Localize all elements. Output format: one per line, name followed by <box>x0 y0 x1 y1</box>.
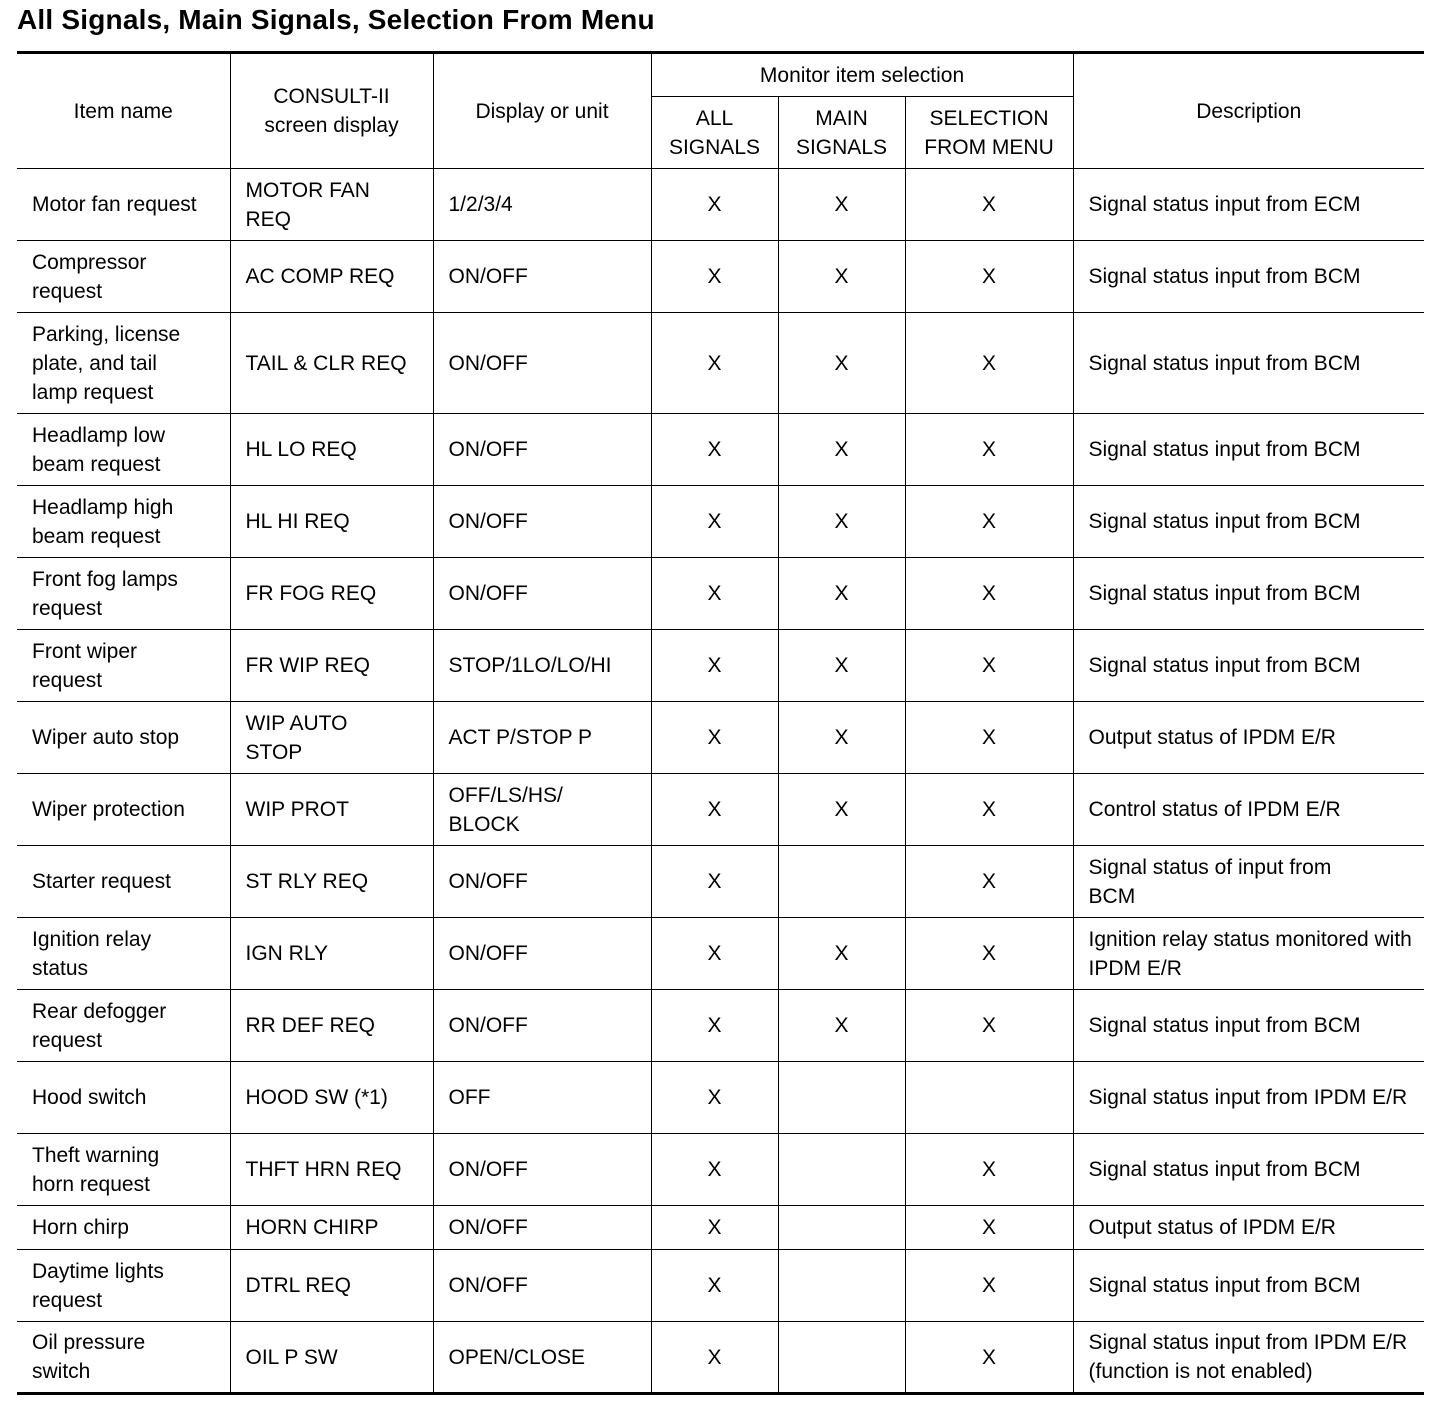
item-name-text: Front wiper request <box>32 639 138 692</box>
main-signals-mark: X <box>778 486 905 558</box>
unit-cell: OPEN/CLOSE <box>433 1322 651 1394</box>
screen-display-cell <box>230 702 433 774</box>
all-signals-mark: X <box>651 313 778 414</box>
selection-menu-mark: X <box>905 702 1073 774</box>
screen-display-cell: IGN RLY <box>230 918 433 990</box>
item-name-cell <box>17 313 230 414</box>
table-header <box>17 53 1424 169</box>
table-row <box>17 1062 1424 1134</box>
description-cell: Signal status input from BCM <box>1073 313 1424 414</box>
page-title: All Signals, Main Signals, Selection From Menu <box>17 4 655 35</box>
selection-menu-mark: X <box>905 846 1073 918</box>
screen-display-cell: HOOD SW (*1) <box>230 1062 433 1134</box>
table-row <box>17 918 1424 990</box>
item-name-cell: Horn chirp <box>17 1206 230 1250</box>
description-cell <box>1073 918 1424 990</box>
description-cell: Signal status input from BCM <box>1073 241 1424 313</box>
all-signals-mark: X <box>651 630 778 702</box>
description-text: Ignition relay status monitored with IPDM E/R <box>1088 927 1412 980</box>
item-name-cell <box>17 990 230 1062</box>
table-row <box>17 169 1424 241</box>
table-row <box>17 414 1424 486</box>
table-row <box>17 1322 1424 1394</box>
main-signals-mark: X <box>778 702 905 774</box>
description-cell: Signal status input from BCM <box>1073 1250 1424 1322</box>
main-signals-mark: X <box>778 990 905 1062</box>
unit-cell: ACT P/STOP P <box>433 702 651 774</box>
screen-display-cell: DTRL REQ <box>230 1250 433 1322</box>
item-name-cell: Motor fan request <box>17 169 230 241</box>
item-name-cell <box>17 918 230 990</box>
unit-cell: ON/OFF <box>433 241 651 313</box>
header-all-signals <box>651 97 778 169</box>
selection-menu-mark: X <box>905 990 1073 1062</box>
header-selection-from-menu-label: SELECTION FROM MENU <box>924 106 1054 159</box>
header-selection-from-menu <box>905 97 1073 169</box>
header-item-name: Item name <box>17 53 230 169</box>
main-signals-mark <box>778 1250 905 1322</box>
main-signals-mark: X <box>778 414 905 486</box>
unit-cell: ON/OFF <box>433 918 651 990</box>
table-row <box>17 630 1424 702</box>
table-row <box>17 486 1424 558</box>
selection-menu-mark: X <box>905 313 1073 414</box>
all-signals-mark: X <box>651 990 778 1062</box>
selection-menu-mark: X <box>905 630 1073 702</box>
table-row <box>17 846 1424 918</box>
main-signals-mark: X <box>778 558 905 630</box>
description-cell: Signal status input from BCM <box>1073 630 1424 702</box>
unit-cell: 1/2/3/4 <box>433 169 651 241</box>
selection-menu-mark: X <box>905 774 1073 846</box>
item-name-cell: Wiper protection <box>17 774 230 846</box>
item-name-text: Compressor request <box>32 250 147 303</box>
item-name-text: Theft warning horn request <box>32 1143 160 1196</box>
description-cell: Output status of IPDM E/R <box>1073 1206 1424 1250</box>
item-name-text: Oil pressure switch <box>32 1331 146 1383</box>
unit-cell: OFF <box>433 1062 651 1134</box>
unit-cell: ON/OFF <box>433 486 651 558</box>
description-cell: Signal status input from BCM <box>1073 414 1424 486</box>
screen-display-text: WIP AUTO STOP <box>245 711 348 764</box>
all-signals-mark: X <box>651 1250 778 1322</box>
unit-cell <box>433 774 651 846</box>
selection-menu-mark: X <box>905 918 1073 990</box>
description-text: Signal status input from IPDM E/R (function is not enabled) <box>1088 1331 1408 1383</box>
unit-cell: ON/OFF <box>433 1206 651 1250</box>
screen-display-cell: HORN CHIRP <box>230 1206 433 1250</box>
main-signals-mark <box>778 1322 905 1394</box>
item-name-cell <box>17 558 230 630</box>
item-name-cell: Wiper auto stop <box>17 702 230 774</box>
description-cell: Signal status input from BCM <box>1073 990 1424 1062</box>
signals-table <box>17 51 1424 1395</box>
selection-menu-mark: X <box>905 486 1073 558</box>
table-row <box>17 1250 1424 1322</box>
unit-cell: ON/OFF <box>433 414 651 486</box>
description-cell: Signal status input from BCM <box>1073 1134 1424 1206</box>
item-name-text: Headlamp low beam request <box>32 423 166 476</box>
main-signals-mark: X <box>778 313 905 414</box>
main-signals-mark <box>778 846 905 918</box>
main-signals-mark <box>778 1206 905 1250</box>
item-name-cell: Hood switch <box>17 1062 230 1134</box>
unit-text: OFF/LS/HS/ BLOCK <box>448 783 563 836</box>
screen-display-cell: AC COMP REQ <box>230 241 433 313</box>
all-signals-mark: X <box>651 1206 778 1250</box>
screen-display-cell: WIP PROT <box>230 774 433 846</box>
screen-display-cell: FR FOG REQ <box>230 558 433 630</box>
header-display-unit: Display or unit <box>433 53 651 169</box>
description-cell: Signal status input from BCM <box>1073 558 1424 630</box>
description-text: Signal status of input from BCM <box>1088 855 1332 908</box>
screen-display-text: MOTOR FAN REQ <box>245 178 370 231</box>
item-name-text: Rear defogger request <box>32 999 167 1052</box>
all-signals-mark: X <box>651 414 778 486</box>
header-main-signals-label: MAIN SIGNALS <box>795 106 888 159</box>
table-row <box>17 990 1424 1062</box>
screen-display-cell: RR DEF REQ <box>230 990 433 1062</box>
all-signals-mark: X <box>651 846 778 918</box>
header-consult-display-label: CONSULT-II screen display <box>264 85 399 137</box>
selection-menu-mark: X <box>905 1322 1073 1394</box>
table-row <box>17 702 1424 774</box>
all-signals-mark: X <box>651 1134 778 1206</box>
selection-menu-mark: X <box>905 414 1073 486</box>
table-body <box>17 169 1424 1394</box>
unit-cell: STOP/1LO/LO/HI <box>433 630 651 702</box>
selection-menu-mark: X <box>905 558 1073 630</box>
screen-display-cell: HL HI REQ <box>230 486 433 558</box>
screen-display-cell: FR WIP REQ <box>230 630 433 702</box>
table-row <box>17 774 1424 846</box>
screen-display-cell: THFT HRN REQ <box>230 1134 433 1206</box>
selection-menu-mark: X <box>905 169 1073 241</box>
table-row <box>17 558 1424 630</box>
item-name-text: Front fog lamps request <box>32 567 178 620</box>
description-cell: Signal status input from ECM <box>1073 169 1424 241</box>
main-signals-mark <box>778 1134 905 1206</box>
table-row <box>17 241 1424 313</box>
selection-menu-mark <box>905 1062 1073 1134</box>
selection-menu-mark: X <box>905 1250 1073 1322</box>
item-name-cell <box>17 1322 230 1394</box>
main-signals-mark: X <box>778 241 905 313</box>
header-description: Description <box>1073 53 1424 169</box>
description-cell: Control status of IPDM E/R <box>1073 774 1424 846</box>
description-cell: Signal status input from BCM <box>1073 486 1424 558</box>
item-name-cell <box>17 241 230 313</box>
item-name-cell: Starter request <box>17 846 230 918</box>
item-name-text: Headlamp high beam request <box>32 495 174 548</box>
item-name-cell <box>17 630 230 702</box>
description-cell <box>1073 1062 1424 1134</box>
selection-menu-mark: X <box>905 1134 1073 1206</box>
item-name-text: Parking, license plate, and tail lamp request <box>32 322 181 404</box>
all-signals-mark: X <box>651 486 778 558</box>
main-signals-mark: X <box>778 774 905 846</box>
main-signals-mark: X <box>778 918 905 990</box>
unit-cell: ON/OFF <box>433 846 651 918</box>
header-consult-display <box>230 53 433 169</box>
all-signals-mark: X <box>651 1322 778 1394</box>
selection-menu-mark: X <box>905 241 1073 313</box>
all-signals-mark: X <box>651 702 778 774</box>
main-signals-mark: X <box>778 630 905 702</box>
all-signals-mark: X <box>651 918 778 990</box>
item-name-cell <box>17 1250 230 1322</box>
item-name-cell <box>17 486 230 558</box>
unit-cell: ON/OFF <box>433 313 651 414</box>
item-name-cell <box>17 1134 230 1206</box>
header-main-signals <box>778 97 905 169</box>
all-signals-mark: X <box>651 774 778 846</box>
screen-display-cell: HL LO REQ <box>230 414 433 486</box>
main-signals-mark: X <box>778 169 905 241</box>
all-signals-mark: X <box>651 169 778 241</box>
description-text: Signal status input from IPDM E/R <box>1088 1086 1408 1109</box>
unit-cell: ON/OFF <box>433 990 651 1062</box>
all-signals-mark: X <box>651 1062 778 1134</box>
table-row <box>17 1206 1424 1250</box>
screen-display-cell <box>230 169 433 241</box>
screen-display-cell: TAIL & CLR REQ <box>230 313 433 414</box>
header-monitor-item-selection: Monitor item selection <box>651 53 1073 97</box>
header-all-signals-label: ALL SIGNALS <box>668 106 761 159</box>
screen-display-cell: OIL P SW <box>230 1322 433 1394</box>
unit-cell: ON/OFF <box>433 1250 651 1322</box>
description-cell: Output status of IPDM E/R <box>1073 702 1424 774</box>
item-name-cell <box>17 414 230 486</box>
unit-cell: ON/OFF <box>433 558 651 630</box>
unit-cell: ON/OFF <box>433 1134 651 1206</box>
description-cell <box>1073 1322 1424 1394</box>
main-signals-mark <box>778 1062 905 1134</box>
selection-menu-mark: X <box>905 1206 1073 1250</box>
item-name-text: Daytime lights request <box>32 1259 164 1312</box>
description-cell <box>1073 846 1424 918</box>
screen-display-cell: ST RLY REQ <box>230 846 433 918</box>
all-signals-mark: X <box>651 241 778 313</box>
table-row <box>17 1134 1424 1206</box>
item-name-text: Ignition relay status <box>32 927 152 980</box>
table-row <box>17 313 1424 414</box>
all-signals-mark: X <box>651 558 778 630</box>
